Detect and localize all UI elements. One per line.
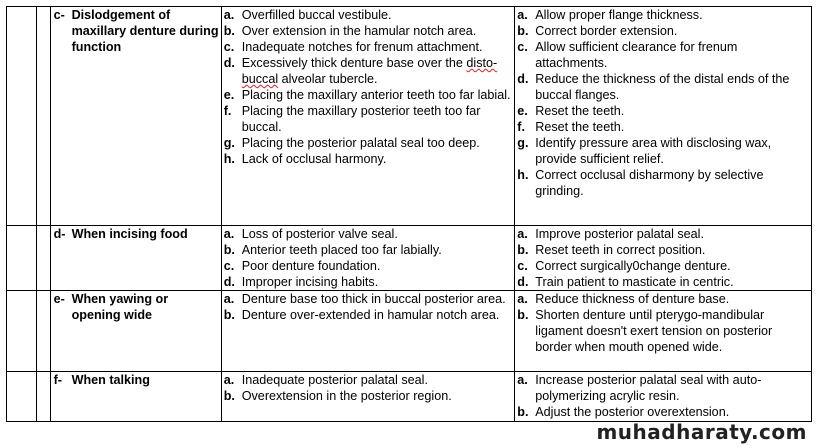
list-item: c. Poor denture foundation. (223, 259, 381, 273)
condition-label: e- (53, 292, 65, 306)
condition-cell (50, 291, 221, 372)
causes-cell (221, 7, 515, 226)
list-item: d. Improper incising habits. (223, 275, 379, 289)
list-item: b. Correct border extension. (517, 24, 678, 38)
blank-cell (7, 7, 37, 226)
list-item: c. Inadequate notches for frenum attachment. (223, 40, 483, 54)
list-item: f. Reset the teeth. (517, 120, 625, 134)
table-row (7, 372, 812, 422)
list-item: b. Reset teeth in correct position. (517, 243, 706, 257)
list-item: b. Adjust the posterior overextension. (517, 405, 730, 419)
condition-cell (50, 372, 221, 422)
list-item: a. Allow proper flange thickness. (517, 8, 703, 22)
causes-cell (221, 372, 515, 422)
list-item: a. Reduce thickness of denture base. (517, 292, 730, 306)
list-item: d. Train patient to masticate in centric. (517, 275, 734, 289)
blank-cell (37, 372, 50, 422)
table-row (7, 291, 812, 372)
remedies-cell (515, 372, 812, 422)
condition-label: d- (53, 227, 66, 241)
condition-cell (50, 7, 221, 226)
list-item: g. Placing the posterior palatal seal too deep. (223, 136, 480, 150)
list-item: h. Lack of occlusal harmony. (223, 152, 387, 166)
condition-text: When talking (71, 373, 150, 387)
watermark: muhadharaty.com (596, 420, 807, 444)
list-item: a. Denture base too thick in buccal posterior area. (223, 292, 506, 306)
list-item: b. Anterior teeth placed too far labially. (223, 243, 442, 257)
condition-label: c- (53, 8, 65, 22)
list-item: c. Correct surgically0change denture. (517, 259, 731, 273)
list-item: f. Placing the maxillary posterior teeth too far buccal. (223, 104, 481, 134)
spellcheck-underline: disto-buccal (241, 56, 498, 86)
blank-cell (37, 291, 50, 372)
condition-text: When yawing or opening wide (71, 292, 169, 322)
list-item: e. Reset the teeth. (517, 104, 625, 118)
blank-cell (7, 226, 37, 291)
list-item: a. Inadequate posterior palatal seal. (223, 373, 428, 387)
list-item: a. Increase posterior palatal seal with auto-polymerizing acrylic resin. (517, 373, 762, 403)
remedies-cell (515, 291, 812, 372)
list-item: a. Improve posterior palatal seal. (517, 227, 704, 241)
condition-label: f- (53, 373, 62, 387)
list-item: b. Over extension in the hamular notch area. (223, 24, 477, 38)
remedies-cell (515, 226, 812, 291)
causes-cell (221, 291, 515, 372)
table-row (7, 226, 812, 291)
remedies-cell (515, 7, 812, 226)
blank-cell (7, 291, 37, 372)
causes-cell (221, 226, 515, 291)
blank-cell (37, 226, 50, 291)
list-item: d. Excessively thick denture base over the disto-buccal alveolar tubercle. (223, 56, 498, 86)
table-row (7, 7, 812, 226)
blank-cell (37, 7, 50, 226)
list-item: e. Placing the maxillary anterior teeth too far labial. (223, 88, 511, 102)
list-item: b. Shorten denture until pterygo-mandibular ligament doesn't exert tension on posterior border when mouth opened wide. (517, 308, 773, 354)
list-item: d. Reduce the thickness of the distal ends of the buccal flanges. (517, 72, 790, 102)
list-item: a. Loss of posterior valve seal. (223, 227, 398, 241)
list-item: b. Overextension in the posterior region. (223, 389, 452, 403)
problems-table (6, 6, 812, 422)
condition-text: Dislodgement of maxillary denture during function (71, 8, 219, 54)
list-item: a. Overfilled buccal vestibule. (223, 8, 392, 22)
blank-cell (7, 372, 37, 422)
condition-text: When incising food (71, 227, 188, 241)
list-item: b. Denture over-extended in hamular notch area. (223, 308, 500, 322)
list-item: h. Correct occlusal disharmony by selective grinding. (517, 168, 764, 198)
list-item: c. Allow sufficient clearance for frenum attachments. (517, 40, 738, 70)
condition-cell (50, 226, 221, 291)
list-item: g. Identify pressure area with disclosing wax, provide sufficient relief. (517, 136, 772, 166)
